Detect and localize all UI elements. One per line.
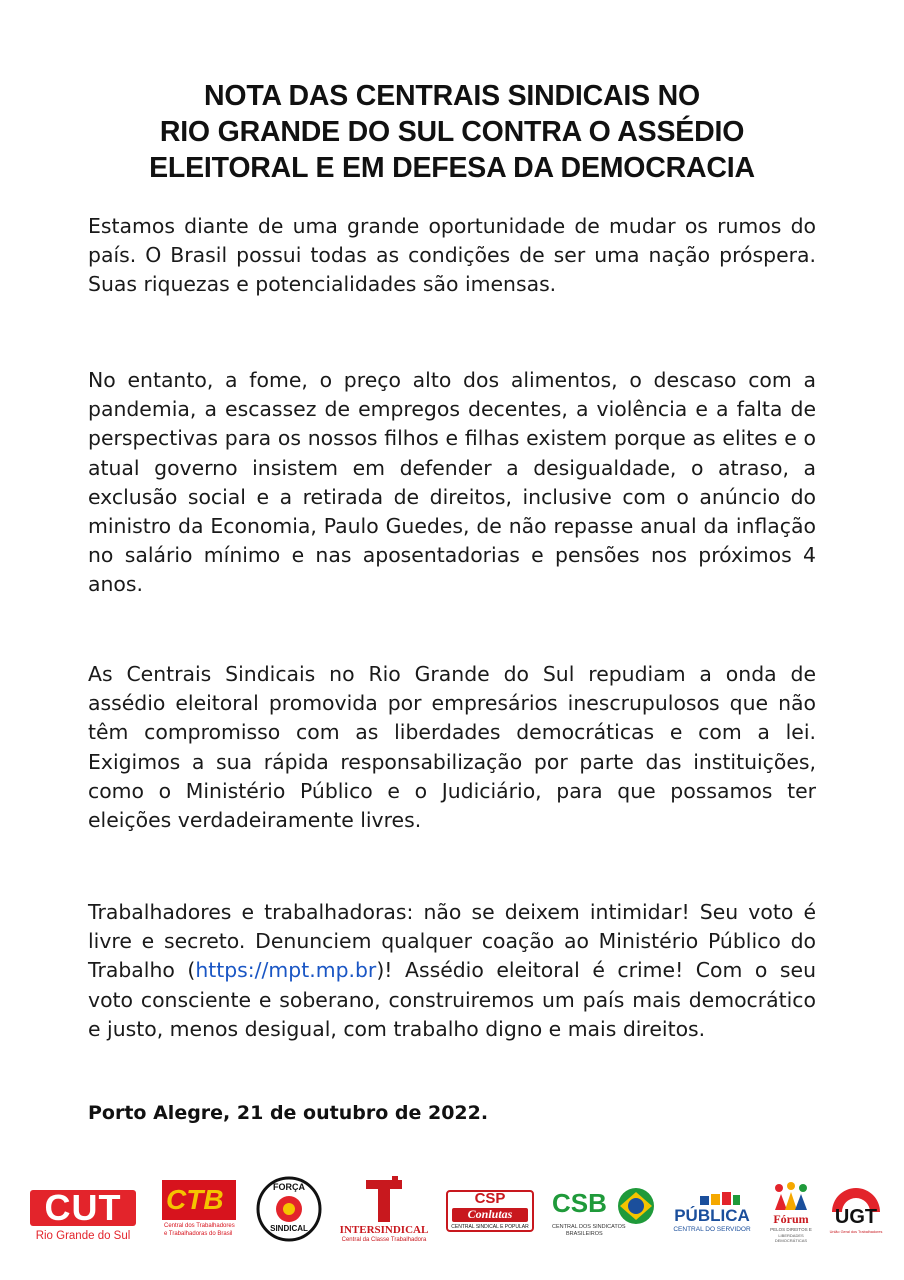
ctb-logo-sub-2: e Trabalhadoras do Brasil [164,1231,233,1237]
paragraph-4-text-a: Trabalhadores e trabalhadoras: não se deixem intimidar! Seu voto é livre e secreto. Denunciem qualquer coação ao Ministério Público do Trabalho ( [88,900,816,983]
document-title [40,78,864,186]
csb-sub-1: CENTRAL DOS SINDICATOS [552,1224,626,1230]
intersindical-name: INTERSINDICAL [339,1224,429,1236]
ctb-logo [162,1180,242,1242]
title-line-1: NOTA DAS CENTRAIS SINDICAIS NO [204,80,700,112]
forum-sub-2: LIBERDADES DEMOCRÁTICAS [774,1233,808,1243]
ugt-name: UGT [834,1206,878,1228]
forca-sindical-top: FORÇA [273,1182,305,1192]
csp-sub: CENTRAL SINDICAL E POPULAR [451,1224,529,1230]
forum-figures-icon [771,1182,811,1212]
intersindical-sub: Central da Classe Trabalhadora [341,1237,427,1243]
ctb-logo-name: CTB [166,1184,224,1215]
intersindical-emblem [336,1176,432,1224]
ctb-logo-sub-1: Central dos Trabalhadores [164,1223,235,1229]
paragraph-4-text-b: )! Assédio eleitoral é crime! Com o seu voto consciente e soberano, construiremos um país mais democrático e justo, menos desigual, com trabalho digno e mais direitos. [88,958,816,1041]
ugt-logo [828,1182,888,1244]
paragraph-2: No entanto, a fome, o preço alto dos alimentos, o descaso com a pandemia, a escassez de empregos decentes, a violência e a falta de perspectivas para os nossos filhos e filhas existem porque as elites e o atual governo insistem em defender a desigualdade, o atraso, a exclusão social e a retirada de direitos, inclusive com o anúncio do ministro da Economia, Paulo Guedes, de não repasse anual da inflação no salário mínimo e nas aposentadorias e pensões nos próximos 4 anos. [88,368,816,597]
forca-sindical-bottom: SINDICAL [270,1224,308,1233]
forum-sub-1: PELOS DIREITOS E [770,1227,812,1232]
title-line-3: ELEITORAL E EM DEFESA DA DEMOCRACIA [149,152,755,184]
csp-name: CSP [474,1190,506,1207]
logo-strip [0,1170,904,1250]
ugt-sub: União Geral dos Trabalhadores [829,1230,883,1234]
forum-logo [764,1182,818,1244]
paragraph-3: As Centrais Sindicais no Rio Grande do Sul repudiam a onda de assédio eleitoral promovida por empresários inescrupulosos que não têm compromisso com as liberdades democráticas e com a lei. Exigimos a sua rápida responsabilização por parte das instituições, como o Ministério Público e o Judiciário, para que possamos ter eleições verdadeiramente livres. [88,662,816,833]
publica-name: PÚBLICA [674,1206,750,1225]
place-date: Porto Alegre, 21 de outubro de 2022. [88,1102,489,1124]
publica-emblem [700,1192,740,1206]
cut-logo [30,1187,136,1248]
csb-name: CSB [552,1188,607,1218]
forum-name: Fórum [773,1212,809,1226]
cut-logo-sub: Rio Grande do Sul [35,1230,131,1242]
forca-sindical-logo [256,1176,322,1242]
publica-sub: CENTRAL DO SERVIDOR [673,1226,751,1233]
csp-conlutas-logo [446,1190,536,1240]
publica-logo [672,1192,752,1242]
paragraph-1: Estamos diante de uma grande oportunidade de mudar os rumos do país. O Brasil possui todas as condições de ser uma nação próspera. Suas riquezas e potencialidades são imensas. [88,214,816,297]
cut-logo-name: CUT [44,1187,122,1228]
csb-sub-2: BRASILEIROS [566,1231,603,1237]
csb-logo [552,1184,660,1244]
mpt-link[interactable]: https://mpt.mp.br [195,958,377,983]
intersindical-logo [336,1176,432,1246]
paragraph-4 [88,898,816,1044]
csp-script: Conlutas [467,1207,513,1221]
csb-globe-icon [616,1186,656,1226]
title-line-2: RIO GRANDE DO SUL CONTRA O ASSÉDIO [159,116,745,148]
